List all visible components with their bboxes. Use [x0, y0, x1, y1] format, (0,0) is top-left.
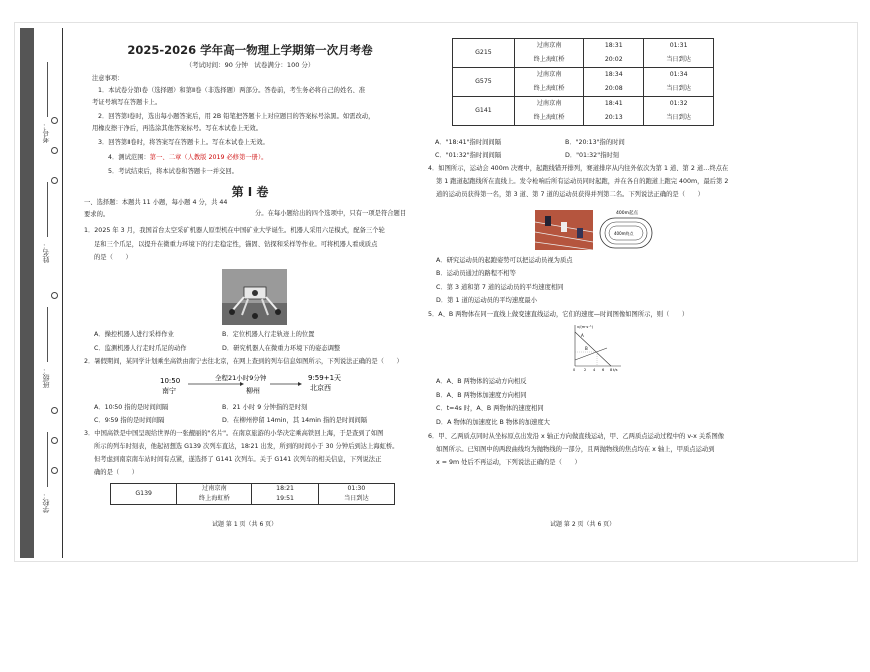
train-to: 终上海虹桥	[514, 111, 583, 126]
train-to: 终上海虹桥	[514, 53, 583, 68]
exam-title: 2025-2026 学年高一物理上学期第一次月考卷	[127, 43, 373, 57]
train-day: 当日到达	[644, 82, 714, 97]
q3-option-d[interactable]: D．"01:32"指时刻	[565, 152, 619, 159]
vt-tick: 2	[584, 368, 587, 372]
q6-stem: x = 9m 处后不再运动，下列说法正确的是（ ）	[436, 459, 581, 466]
class-field-line[interactable]	[47, 307, 48, 362]
q3-stem: 但考虑到南京南车站时间有点紧，遂选择了 G141 次列车。关于 G141 次列车的相关信息，下列说法正	[94, 456, 382, 463]
q2-stem: 2．暑假期间，某同学计划乘坐高铁由南宁去往北京，在网上查到的列车信息如图所示，下列说法正确的是（ ）	[84, 358, 403, 365]
q1-option-d[interactable]: D．研究机器人在微重力环境下的姿态调整	[222, 345, 341, 352]
q1-option-c[interactable]: C．监测机器人行走时爪足的动作	[94, 345, 187, 352]
binding-line	[62, 28, 63, 558]
note-line: 5．考试结束后，将本试卷和答题卡一并交回。	[108, 168, 238, 175]
table-row	[453, 97, 714, 112]
q3-option-c[interactable]: C．"01:32"指时间间隔	[435, 152, 502, 159]
exam-number-label: 考号：	[42, 122, 50, 143]
train-from: 过南京南	[514, 39, 583, 54]
q3-stem: 所示的列车时刻表，他起初想选 G139 次列车直达，18∶21 出发，所到的时间小于 30 分钟后到达上海虹桥。	[94, 443, 399, 450]
train-from: 过南京南	[514, 97, 583, 112]
train-duration: 01:32	[644, 97, 714, 112]
note-line: 2．回答第Ⅰ卷时，选出每小题答案后，用 2B 铅笔把答题卡上对应题目的答案标号涂黑。如需改动，	[98, 113, 375, 120]
q3-option-a[interactable]: A．"18:41"指时间间隔	[435, 139, 502, 146]
q5-option-b[interactable]: B．A、B 两物体加速度方向相同	[436, 392, 527, 399]
binding-hole	[51, 467, 58, 474]
train-day: 当日到达	[644, 111, 714, 126]
train-departure: 18:34	[584, 68, 644, 83]
binding-hole	[51, 147, 58, 154]
class-label: 班级：	[42, 367, 50, 388]
train-to: 终上海虹桥	[514, 82, 583, 97]
section-intro: 分。在每小题给出的四个选项中，只有一项是符合题目	[255, 210, 407, 217]
section-intro: 一、选择题：本题共 11 小题，每小题 4 分，共 44	[84, 199, 228, 206]
note4-prefix: 4．测试范围：	[108, 154, 150, 161]
q5-option-a[interactable]: A．A、B 两物体的运动方向相反	[436, 378, 527, 385]
track-diagram	[596, 208, 656, 250]
q4-option-b[interactable]: B．运动员通过的路程不相等	[436, 270, 516, 277]
train-departure: 18:41	[584, 97, 644, 112]
q4-stem: 第 1 跑道起跑线所在直线上。发令枪响后所有运动员同时起跑，并在各自的跑道上跑完 400m，最后第 2	[436, 178, 729, 185]
page-footer-1: 试题 第 1 页（共 6 页）	[212, 521, 278, 528]
train-day: 当日到达	[644, 53, 714, 68]
train-number: G215	[453, 39, 515, 68]
q1-option-a[interactable]: A．操控机器人进行采样作业	[94, 331, 174, 338]
train-timetable	[452, 38, 714, 126]
binding-hole	[51, 177, 58, 184]
q3-stem: 确的是（ ）	[94, 469, 139, 476]
notes-heading: 注意事项：	[92, 75, 124, 82]
vt-tick: 6	[602, 368, 605, 372]
train-arrival: 20:02	[584, 53, 644, 68]
q2-option-d[interactable]: D．在柳州停留 14min，其 14min 指的是时间间隔	[222, 417, 368, 424]
q5-option-c[interactable]: C．t=4s 时，A、B 两物体的速度相同	[436, 405, 544, 412]
vt-label-b: B	[585, 346, 588, 351]
route-end-time: 9:59+1天	[308, 374, 342, 382]
test-range: 第一、二章（人教版 2019 必修第一册）。	[149, 154, 268, 161]
note-line: 3．回答第Ⅱ卷时，将答案写在答题卡上。写在本试卷上无效。	[98, 139, 269, 146]
section-intro: 要求的。	[84, 211, 110, 218]
train-departure: 18:21	[252, 484, 318, 495]
route-start-station: 南宁	[162, 387, 176, 395]
train-route-diagram	[160, 372, 360, 398]
q1-stem: 的是（ ）	[94, 254, 132, 261]
school-label: 学校：	[42, 492, 50, 513]
vt-tick: 8	[610, 368, 613, 372]
q4-option-a[interactable]: A．研究运动员的起跑姿势可以把运动员视为质点	[436, 257, 573, 264]
route-mid-station: 柳州	[246, 387, 260, 395]
q3-option-b[interactable]: B．"20:13"指的时间	[565, 139, 625, 146]
race-photo	[535, 210, 593, 250]
q5-option-d[interactable]: D．A 物体的加速度比 B 物体的加速度大	[436, 419, 550, 426]
note-line: 用橡皮擦干净后，再选涂其他答案标号。写在本试卷上无效。	[92, 125, 263, 132]
train-to: 终上海虹桥	[177, 494, 252, 505]
train-from: 过南京南	[514, 68, 583, 83]
q2-option-b[interactable]: B．21 小时 9 分钟指的是时刻	[222, 404, 308, 411]
train-departure: 18:31	[584, 39, 644, 54]
q2-option-a[interactable]: A．10∶50 指的是时间间隔	[94, 404, 169, 411]
q4-stem: 4．如图所示，运动会 400m 决赛中，起跑线错开排列，赛道排序从内往外依次为第 1 道、第 2 道…终点在	[428, 165, 729, 172]
train-day: 当日到达	[318, 494, 394, 505]
section-title: 第 Ⅰ 卷	[231, 185, 269, 199]
q5-stem: 5．A、B 两物体在同一直线上做变速直线运动，它们的速度—时间图像如图所示，则（ ）	[428, 311, 689, 318]
binding-hole	[51, 407, 58, 414]
route-duration: 全程21小时9分钟	[215, 374, 267, 382]
mining-robot-image	[222, 269, 287, 325]
train-duration: 01:30	[318, 484, 394, 495]
q1-stem: 1．2025 年 3 月，我国首台太空采矿机器人原型机在中国矿业大学诞生。机器人采用六足模式，配备三个轮	[84, 227, 385, 234]
binding-strip	[20, 28, 34, 558]
q4-stem: 道的运动员获得第一名，第 3 道、第 7 道的运动员获得并列第二名。下列说法正确的是（ ）	[436, 191, 704, 198]
q6-stem: 6．甲、乙两质点同时从坐标原点出发沿 x 轴正方向做直线运动，甲、乙两质点运动过程中的 v-x 关系图像	[428, 433, 725, 440]
q6-stem: 如图所示。已知图中的两段曲线均为抛物线的一部分，且两抛物线的焦点均在 x 轴上，甲质点运动到	[436, 446, 715, 453]
train-number: G575	[453, 68, 515, 97]
binding-hole	[51, 117, 58, 124]
train-arrival: 19:51	[252, 494, 318, 505]
train-from: 过南京南	[177, 484, 252, 495]
name-field-line[interactable]	[47, 182, 48, 237]
exam-info: （考试时间：90 分钟 试卷满分：100 分）	[185, 61, 315, 69]
train-timetable-g139	[110, 483, 395, 505]
track-start-label: 400m起点	[616, 211, 638, 216]
table-row	[453, 39, 714, 54]
q1-stem: 足和三个爪足，以提升在微重力环境下的行走稳定性，锚固、钻探和采样等作业。可将机器人看成质点	[94, 241, 378, 248]
track-end-label: 400m终点	[614, 231, 634, 236]
q3-stem: 3．中国高铁是中国呈现给世界的一张靓丽的"名片"。在南京旅游的小华决定乘高铁回上海，于是查到了如图	[84, 430, 384, 437]
route-start-time: 10:50	[160, 377, 181, 385]
q2-option-c[interactable]: C．9∶59 指的是时间间隔	[94, 417, 165, 424]
train-arrival: 20:08	[584, 82, 644, 97]
train-duration: 01:34	[644, 68, 714, 83]
note-line: 考证号填写在答题卡上。	[92, 99, 162, 106]
q1-option-b[interactable]: B．定位机器人行走轨迹上的位置	[222, 331, 315, 338]
vt-xlabel: t/s	[613, 368, 618, 372]
q4-option-d[interactable]: D．第 1 道的运动员的平均速度最小	[436, 297, 538, 304]
route-end-station: 北京西	[310, 384, 331, 392]
name-label: 姓名：	[42, 242, 50, 263]
train-number: G139	[111, 484, 177, 505]
vt-ylabel: v/(m·s⁻¹)	[577, 325, 593, 329]
binding-margin	[14, 22, 66, 560]
train-arrival: 20:13	[584, 111, 644, 126]
page-footer-2: 试题 第 2 页（共 6 页）	[550, 521, 616, 528]
vt-tick: 0	[573, 368, 576, 372]
velocity-time-graph	[567, 322, 623, 372]
train-duration: 01:31	[644, 39, 714, 54]
q4-option-c[interactable]: C．第 3 道和第 7 道的运动员的平均速度相同	[436, 284, 564, 291]
train-number: G141	[453, 97, 515, 126]
binding-hole	[51, 437, 58, 444]
exam-number-field-line[interactable]	[47, 62, 48, 117]
note-line: 1．本试卷分第Ⅰ卷（选择题）和第Ⅱ卷（非选择题）两部分。答卷前，考生务必将自己的姓名、准	[98, 87, 366, 94]
vt-label-a: A	[581, 333, 584, 338]
school-field-line[interactable]	[47, 432, 48, 487]
vt-tick: 4	[593, 368, 596, 372]
table-row	[453, 68, 714, 83]
note-line	[108, 153, 267, 163]
binding-hole	[51, 292, 58, 299]
